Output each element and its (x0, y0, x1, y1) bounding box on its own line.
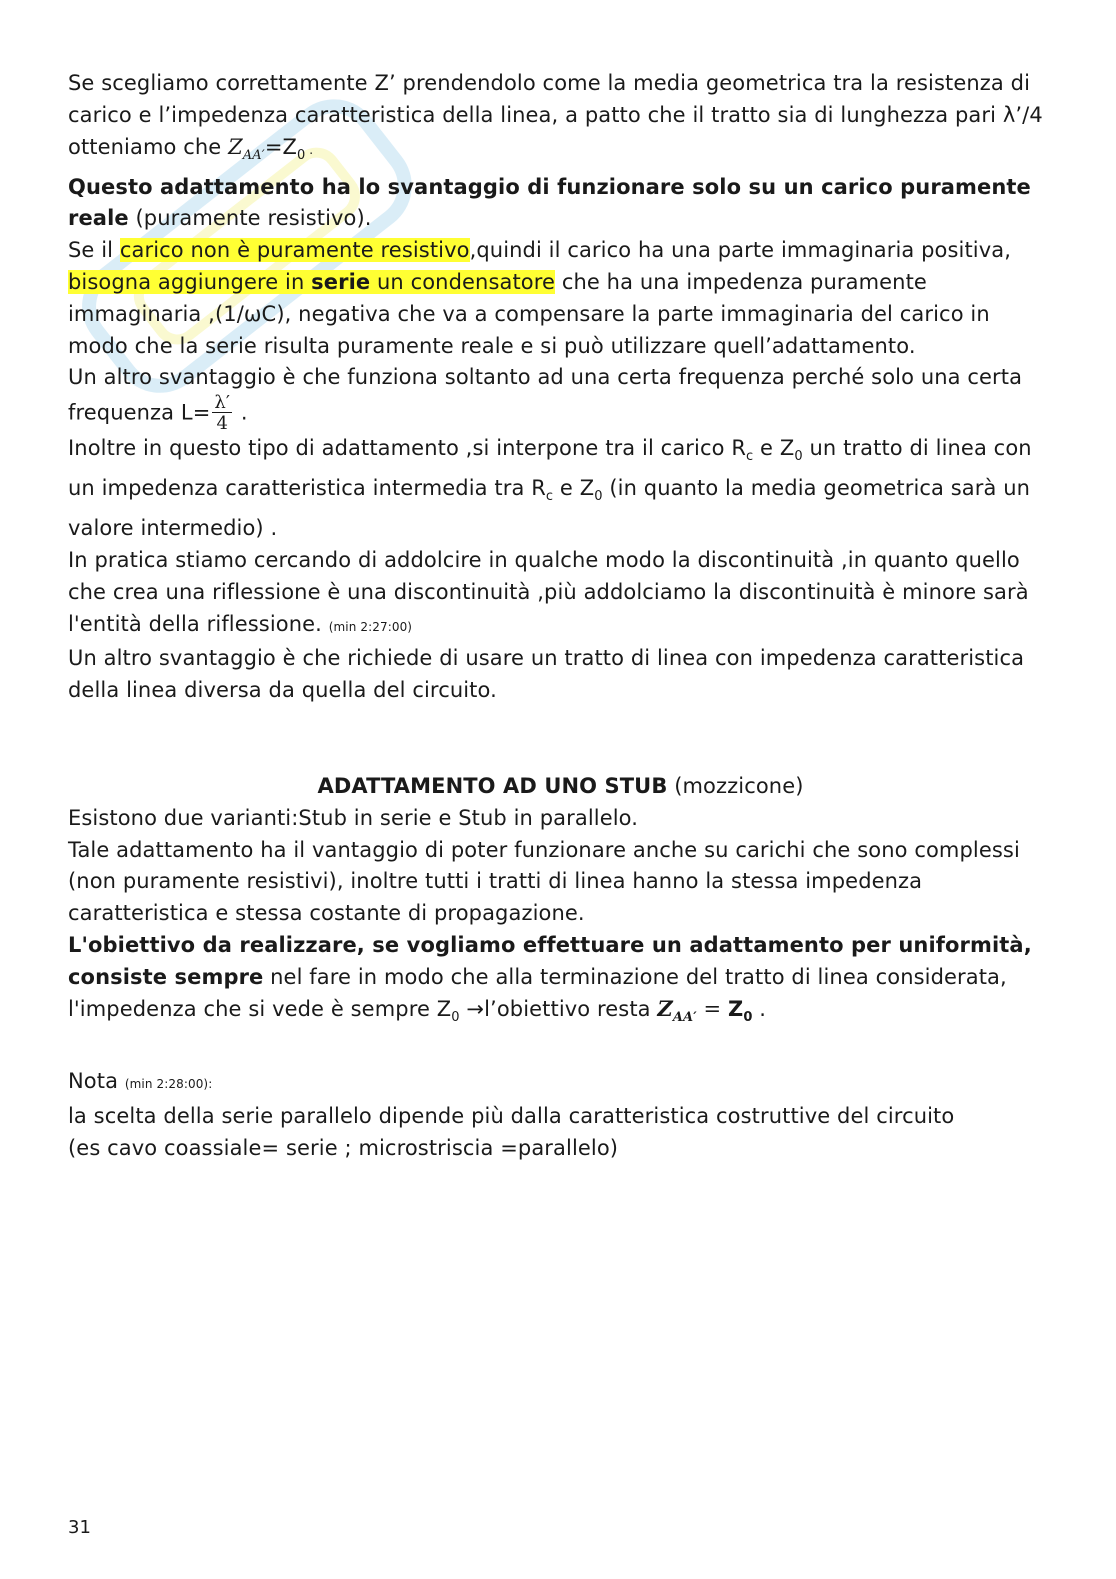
text: Se il (68, 238, 120, 263)
z0: Z (728, 997, 744, 1022)
text: ,quindi il carico ha una parte immaginaria positiva, (469, 238, 1012, 263)
fraction-numerator: λ′ (214, 392, 231, 414)
text: Un altro svantaggio è che funziona soltanto ad una certa frequenza perché solo una certa frequenza L= (68, 365, 1023, 425)
text: e Z (553, 476, 595, 501)
bold-statement: L'obiettivo da realizzare, se vogliamo effettuare un adattamento per uniformità, consiste sempre (68, 932, 1032, 989)
text: . (752, 997, 767, 1022)
math-sub: AA′ (242, 147, 265, 163)
paragraph-12: (es cavo coassiale= serie ; microstriscia =parallelo) (68, 1136, 619, 1161)
text: In pratica stiamo cercando di addolcire in qualche modo la discontinuità ,in quanto quello che crea una riflessione è una discontinuità ,più addolciamo la discontinuità è minore sarà l'entità della riflessione. (68, 547, 1029, 636)
subscript: 0 (451, 1010, 460, 1026)
paragraph-2 (68, 172, 1053, 236)
text: un condensatore (370, 269, 556, 294)
bold-statement: Questo adattamento ha lo svantaggio di funzionare solo su un carico puramente reale (68, 174, 1031, 231)
text: nel fare in modo che alla terminazione del tratto di linea considerata, l'impedenza che si vede è sempre Z (68, 964, 1007, 1022)
highlight-2 (68, 270, 555, 294)
text: =Z (264, 134, 298, 159)
timestamp: (min 2:28:00): (124, 1077, 213, 1092)
paragraph-10 (68, 930, 1053, 1035)
timestamp: (min 2:27:00) (328, 619, 413, 634)
subscript: 0 (794, 449, 803, 465)
text: l’obiettivo resta (484, 997, 658, 1022)
paragraph-8: Esistono due varianti:Stub in serie e Stub in parallelo. (68, 805, 639, 830)
paragraph-9: Tale adattamento ha il vantaggio di poter funzionare anche su carichi che sono complessi (non puramente resistivi), inoltre tutti i tratti di linea hanno la stessa impedenza caratteristica e stessa costante di propagazione. (68, 837, 1020, 926)
text: (puramente resistivo). (128, 206, 372, 231)
text: Se scegliamo correttamente Z’ prendendolo come la media geometrica tra la resistenza di carico e l’impedenza caratteristica della linea, a patto che il tratto sia di lunghezza pari λ’/4 otteniamo che (68, 71, 1043, 159)
fraction (212, 394, 232, 433)
document-body (68, 68, 1053, 1165)
text: bisogna aggiungere in (68, 269, 312, 294)
bold-word: serie (311, 269, 371, 294)
spacer (68, 707, 1053, 771)
spacer (68, 1034, 1053, 1066)
math-z: Z (657, 996, 673, 1022)
text: un tratto di linea con un impedenza caratteristica intermedia tra R (68, 436, 1032, 501)
text: . (234, 400, 248, 425)
math-z: Z (228, 134, 243, 159)
paragraph-6 (68, 545, 1053, 643)
nota-label: Nota (68, 1069, 125, 1094)
page-number: 31 (68, 1517, 91, 1538)
paragraph-11: la scelta della serie parallelo dipende più dalla caratteristica costruttive del circuito (68, 1104, 955, 1129)
equals: = (696, 997, 729, 1022)
text: e Z (753, 436, 795, 461)
subscript: 0 (297, 147, 306, 163)
paragraph-5 (68, 433, 1053, 545)
math-sub: AA′ (672, 1010, 697, 1026)
paragraph-4 (68, 362, 1053, 433)
text: che ha una impedenza puramente immaginaria ,(1/ωC), negativa che va a compensare la parte immaginaria del carico in modo che la serie risulta puramente reale e si può utilizzare quell’adattamento. (68, 269, 990, 358)
text: . (305, 142, 314, 157)
subscript: c (746, 449, 754, 465)
text: (in quanto la media geometrica sarà un valore intermedio) . (68, 476, 1031, 541)
heading-note: (mozzicone) (667, 773, 804, 798)
highlight-1: carico non è puramente resistivo (119, 238, 470, 263)
paragraph-1 (68, 68, 1053, 172)
subscript: c (545, 489, 554, 505)
subscript: 0 (743, 1010, 753, 1026)
paragraph-7: Un altro svantaggio è che richiede di usare un tratto di linea con impedenza caratteristica della linea diversa da quella del circuito. (68, 646, 1025, 703)
subscript: 0 (594, 489, 603, 505)
fraction-denominator: 4 (216, 413, 229, 435)
section-heading (68, 771, 1053, 803)
paragraph-3 (68, 235, 1053, 362)
nota-line (68, 1066, 1053, 1101)
heading-bold: ADATTAMENTO AD UNO STUB (317, 773, 668, 798)
text: Inoltre in questo tipo di adattamento ,si interpone tra il carico R (68, 436, 747, 461)
arrow-icon: → (459, 997, 485, 1022)
